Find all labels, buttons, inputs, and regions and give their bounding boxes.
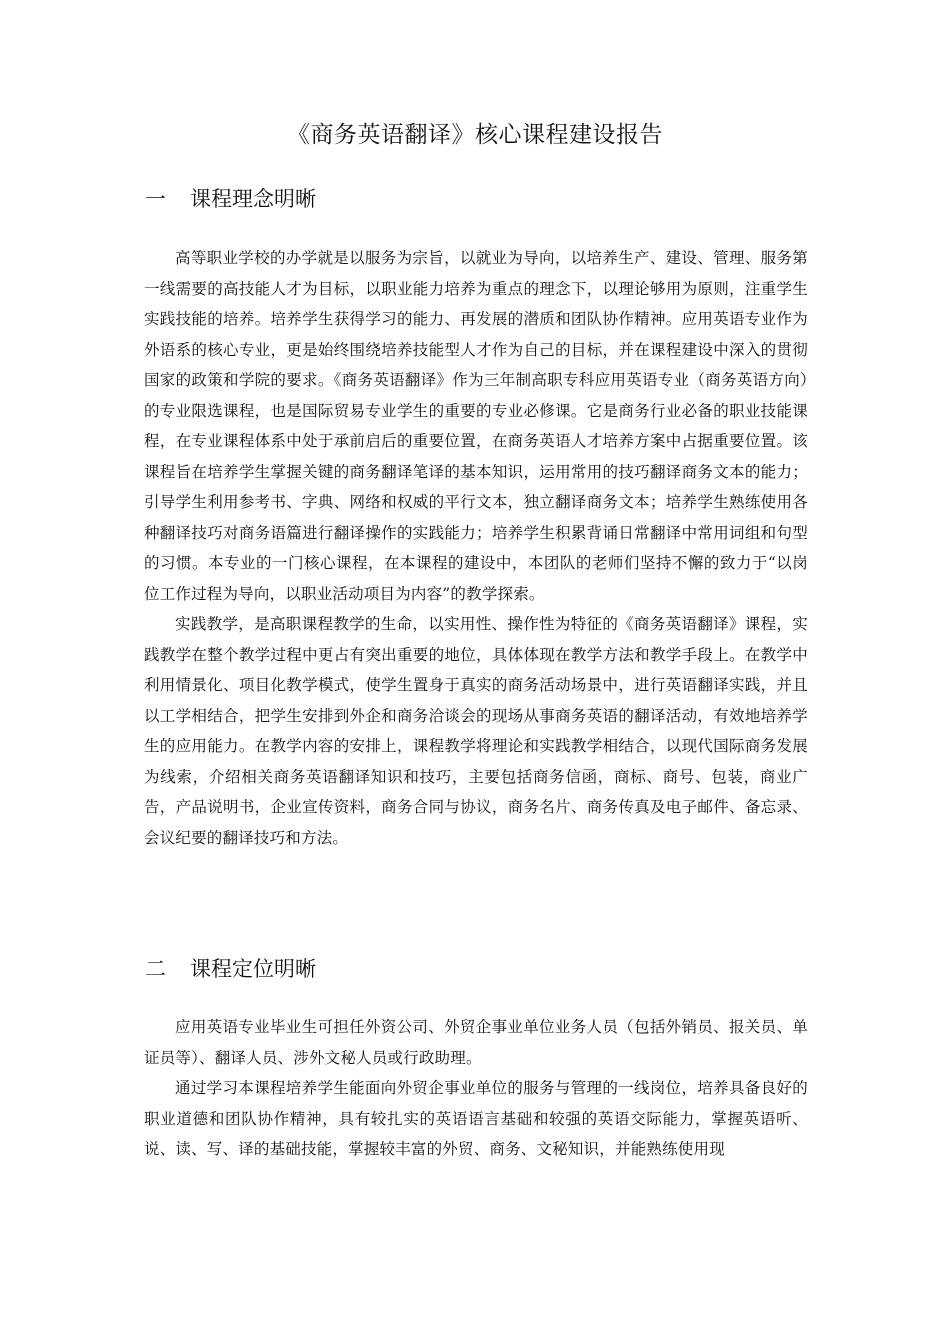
section-body-1 bbox=[144, 243, 808, 853]
section-number: 一 bbox=[145, 187, 166, 211]
section-heading-2 bbox=[145, 954, 316, 984]
section-body-2 bbox=[144, 1012, 808, 1165]
paragraph: 应用英语专业毕业生可担任外资公司、外贸企事业单位业务人员（包括外销员、报关员、单证员等）、翻译人员、涉外文秘人员或行政助理。 bbox=[144, 1018, 808, 1067]
paragraph: 实践教学，是高职课程教学的生命，以实用性、操作性为特征的《商务英语翻译》课程，实践教学在整个教学过程中更占有突出重要的地位，具体体现在教学方法和教学手段上。在教学中利用情景化、项目化教学模式，使学生置身于真实的商务活动场景中，进行英语翻译实践，并且以工学相结合，把学生安排到外企和商务洽谈会的现场从事商务英语的翻译活动，有效地培养学生的应用能力。在教学内容的安排上，课程教学将理论和实践教学相结合，以现代国际商务发展为线索，介绍相关商务英语翻译知识和技巧，主要包括商务信函，商标、商号、包装，商业广告，产品说明书，企业宣传资料，商务合同与协议，商务名片、商务传真及电子邮件、备忘录、会议纪要的翻译技巧和方法。 bbox=[144, 615, 808, 847]
section-title: 课程理念明晰 bbox=[190, 187, 316, 211]
paragraph: 通过学习本课程培养学生能面向外贸企事业单位的服务与管理的一线岗位，培养具备良好的职业道德和团队协作精神，具有较扎实的英语语言基础和较强的英语交际能力，掌握英语听、说、读、写、译的基础技能，掌握较丰富的外贸、商务、文秘知识，并能熟练使用现 bbox=[144, 1079, 808, 1158]
section-title: 课程定位明晰 bbox=[190, 957, 316, 981]
section-number: 二 bbox=[145, 957, 166, 981]
document-title: 《商务英语翻译》核心课程建设报告 bbox=[287, 122, 663, 148]
paragraph: 高等职业学校的办学就是以服务为宗旨，以就业为导向，以培养生产、建设、管理、服务第一线需要的高技能人才为目标，以职业能力培养为重点的理念下，以理论够用为原则，注重学生实践技能的培养。培养学生获得学习的能力、再发展的潜质和团队协作精神。应用英语专业作为外语系的核心专业，更是始终围绕培养技能型人才作为自己的目标，并在课程建设中深入的贯彻国家的政策和学院的要求。《商务英语翻译》作为三年制高职专科应用英语专业（商务英语方向）的专业限选课程，也是国际贸易专业学生的重要的专业必修课。它是商务行业必备的职业技能课程，在专业课程体系中处于承前启后的重要位置，在商务英语人才培养方案中占据重要位置。该课程旨在培养学生掌握关键的商务翻译笔译的基本知识，运用常用的技巧翻译商务文本的能力；引导学生利用参考书、字典、网络和权威的平行文本，独立翻译商务文本；培养学生熟练使用各种翻译技巧对商务语篇进行翻译操作的实践能力；培养学生积累背诵日常翻译中常用词组和句型的习惯。本专业的一门核心课程，在本课程的建设中，本团队的老师们坚持不懈的致力于“以岗位工作过程为导向，以职业活动项目为内容”的教学探索。 bbox=[144, 249, 808, 603]
section-heading-1 bbox=[145, 184, 316, 214]
